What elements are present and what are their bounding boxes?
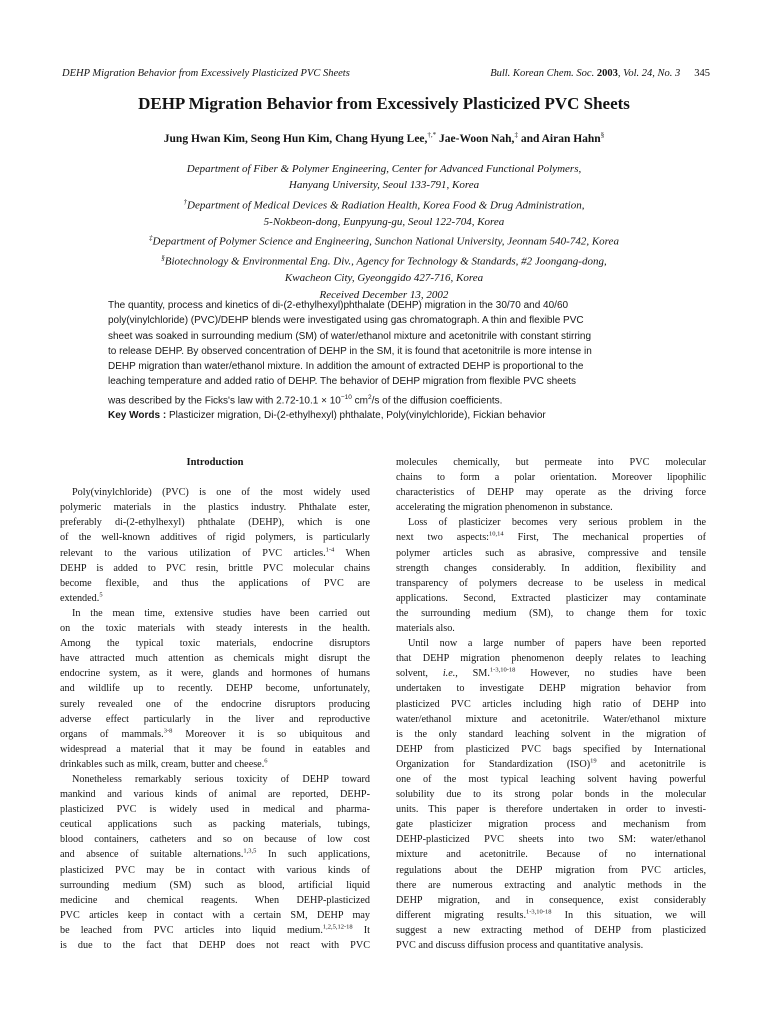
body-line [60, 802, 370, 817]
body-line [60, 787, 370, 802]
text-run: extended. [60, 592, 100, 604]
author-mark: †,* [427, 131, 437, 139]
text-run: was described by the Ficks's law with 2.72-10.1 × 10 [108, 395, 341, 407]
text-run: surrounding medium (SM) such as blood, artificial liquid [60, 879, 370, 891]
text-run: In such applications, [256, 849, 370, 861]
affiliation-line [60, 250, 708, 270]
text-run: organs of mammals. [60, 728, 164, 740]
text-run: plasticized PVC articles including high ratio of DEHP into [396, 698, 706, 710]
affiliation-text: Department of Fiber & Polymer Engineering, Center for Advanced Functional Polymers, [186, 163, 582, 175]
keywords-text: Plasticizer migration, Di-(2-ethylhexyl) phthalate, Poly(vinylchloride), Fickian behavior [166, 410, 546, 421]
text-run: suggest a new extracting method of DEHP from plasticized [396, 924, 706, 936]
text-run: one of the most typical leaching solvent having powerful [396, 773, 706, 785]
body-line [396, 832, 706, 847]
text-run: DEHP migration than water/ethanol mixture. In addition the amount of extracted DEHP is proportional to the [108, 361, 584, 373]
abstract-line [108, 313, 660, 328]
journal-year: 2003 [596, 68, 618, 79]
text-run: next two aspects: [396, 532, 490, 544]
text-run: PVC articles keep in contact with a certain SM, DEHP may [60, 909, 370, 921]
text-run: polymer articles such as abrasive, compressive and tensile [396, 547, 706, 559]
body-line [396, 500, 706, 515]
body-line [60, 636, 370, 651]
author-name: Seong Hun Kim, [250, 132, 336, 145]
text-run: on the toxic materials with steady interests in the health. [60, 623, 370, 635]
citation-superscript: −10 [340, 393, 352, 401]
affiliation-line [60, 177, 708, 193]
body-line [60, 530, 370, 545]
text-run: is due to the fact that DEHP does not react with PVC [60, 940, 370, 951]
text-run: In the mean time, extensive studies have been carried out [72, 607, 370, 619]
text-run: poly(vinylchloride) (PVC)/DEHP blends were investigated using gas chromatograph. A thin and flexible PVC [108, 315, 584, 327]
body-line [60, 772, 370, 787]
affiliation-mark: † [183, 197, 187, 206]
text-run: accelerating the migration phenomenon in substance. [396, 502, 613, 514]
text-run: However, no studies have been [515, 668, 706, 680]
section-heading-introduction: Introduction [186, 457, 244, 468]
body-line [396, 530, 706, 545]
body-line [396, 938, 706, 953]
text-run: leaching temperature and added ratio of DEHP. The behavior of DEHP migration from flexible PVC sheets [108, 376, 577, 388]
text-run: relevant to the various utilization of PVC articles. [60, 547, 326, 559]
text-run: sheet was soaked in surrounding medium (SM) of water/ethanol mixture and acetonitrile with constant stirring [108, 330, 592, 342]
text-run: regulations about the DEHP migration from PVC articles, [396, 864, 706, 876]
abstract-line [108, 390, 660, 409]
abstract-line [108, 329, 660, 344]
citation-superscript: 1,3,5 [243, 848, 257, 856]
author-mark: ‡ [514, 131, 518, 139]
text-run: /s of the diffusion coefficients. [371, 395, 503, 407]
abstract-line [108, 374, 660, 389]
text-run: mixture and acetonitrile. Because of no international [396, 849, 706, 861]
affiliations [60, 161, 708, 303]
text-run: Poly(vinylchloride) (PVC) is one of the most widely used [72, 487, 370, 499]
text-run: adverse effect particularly in the liver and reproductive [60, 713, 370, 725]
author-name: Jung Hwan Kim, [163, 132, 251, 145]
body-line [396, 847, 706, 862]
body-line [396, 606, 706, 621]
text-run: and absence of suitable alternations. [60, 849, 244, 861]
body-line [60, 485, 370, 500]
body-line [60, 712, 370, 727]
affiliation-text: Biotechnology & Environmental Eng. Div., Agency for Technology & Standards, #2 Joongang-dong, [164, 256, 607, 268]
body-line [60, 561, 370, 576]
text-run: mankind and various kinds of animal are reported, DEHP- [60, 789, 370, 801]
text-run: and wildlife up to recently. DEHP become, unfortunately, [60, 683, 370, 695]
text-run: plasticized PVC is widely used in medical and pharma- [60, 804, 370, 816]
body-line [396, 515, 706, 530]
abstract-line [108, 344, 660, 359]
text-run: solubility due to its strong polar bonds in the molecular [396, 789, 706, 801]
citation-superscript: 19 [590, 757, 597, 765]
abstract-line [108, 298, 660, 313]
body-line [396, 772, 706, 787]
author-name: and Airan Hahn [517, 132, 601, 145]
journal-citation [490, 68, 710, 79]
affiliation-line [60, 161, 708, 177]
citation-superscript: 3-8 [163, 727, 173, 735]
citation-superscript: 1,2,5,12-18 [322, 923, 353, 931]
body-line [396, 621, 706, 636]
body-line [60, 651, 370, 666]
text-run: In this situation, we will [551, 909, 706, 921]
body-line [396, 817, 706, 832]
text-run: units. This paper is therefore undertaken in order to investi- [396, 804, 706, 816]
text-run: DEHP from plasticized PVC bags specified by International [396, 743, 706, 755]
left-column [60, 455, 370, 953]
body-line [60, 576, 370, 591]
text-run: PVC and discuss diffusion process and quantitative analysis. [396, 940, 644, 951]
author-name: Jae-Woon Nah, [436, 132, 515, 145]
affiliation-text: Kwacheon City, Gyeonggido 427-716, Korea [284, 272, 484, 285]
body-line [60, 893, 370, 908]
text-run: ceutical applications such as packing materials, tubings, [60, 819, 370, 831]
text-run: gate plasticizer migration process and mechanism from [396, 819, 706, 831]
body-line [396, 470, 706, 485]
body-line [396, 591, 706, 606]
author-mark: § [600, 131, 605, 139]
body-line [60, 546, 370, 561]
body-line [60, 697, 370, 712]
text-run: undertaken to investigate DEHP migration behavior from [396, 683, 706, 695]
body-line [396, 787, 706, 802]
affiliation-line [60, 270, 708, 286]
body-line [396, 561, 706, 576]
citation-superscript: 6 [264, 757, 268, 765]
text-run: to release DEHP. By observed concentration of DEHP in the SM, it is found that acetonitrile is more intense in [108, 345, 592, 357]
body-line [60, 923, 370, 938]
body-line [396, 742, 706, 757]
text-run: solvent, [396, 668, 443, 680]
abstract-line [108, 359, 660, 374]
text-run: surely revealed one of the endocrine disruptors producing [60, 698, 370, 710]
citation-superscript: 1-4 [325, 546, 335, 554]
right-column [396, 455, 706, 953]
citation-superscript: 2 [368, 393, 372, 401]
body-line [396, 757, 706, 772]
text-run: Until now a large number of papers have been reported [408, 638, 706, 650]
text-run: characteristics of DEHP may operate as the driving force [396, 487, 706, 499]
body-line [60, 727, 370, 742]
text-run: materials also. [396, 623, 455, 635]
text-run: DEHP is added to PVC resin, brittle PVC molecular chains [60, 562, 370, 574]
body-line [396, 712, 706, 727]
affiliation-line [60, 230, 708, 250]
paper-title: DEHP Migration Behavior from Excessively Plasticized PVC Sheets [138, 94, 630, 113]
body-line [396, 923, 706, 938]
text-run: preferably di-(2-ethylhexyl) phthalate (DEHP), which is one [60, 517, 370, 529]
body-line [396, 651, 706, 666]
body-line [396, 666, 706, 681]
affiliation-mark: § [161, 254, 165, 263]
body-line [60, 847, 370, 862]
text-run: strength changes considerably. In addition, flexibility and [396, 562, 706, 574]
text-run: is the only standard leaching solvent in the migration of [396, 728, 706, 740]
body-line [60, 515, 370, 530]
text-run: the surrounding medium (SM), to change them for toxic [396, 607, 706, 619]
body-line [396, 485, 706, 500]
citation-superscript: 1-3,10-18 [489, 666, 516, 674]
text-run: and acetonitrile is [596, 758, 706, 770]
text-run: Loss of plasticizer becomes very serious problem in the [408, 517, 706, 529]
body-line [60, 863, 370, 878]
text-run: become flexible, and thus the applications of PVC are [60, 577, 370, 589]
body-line [60, 681, 370, 696]
running-title: DEHP Migration Behavior from Excessively Plasticized PVC Sheets [62, 68, 350, 79]
text-run: The quantity, process and kinetics of di-(2-ethylhexyl)phthalate (DEHP) migration in the 30/70 and 40/60 [108, 300, 569, 311]
affiliation-text: Department of Polymer Science and Engineering, Sunchon National University, Jeonnam 540-742, Korea [152, 235, 619, 248]
text-run: be leached from PVC articles into liquid medium. [60, 924, 323, 936]
body-line [396, 636, 706, 651]
body-line [396, 863, 706, 878]
text-run: , SM. [455, 668, 490, 680]
text-run: that DEHP migration phenomenon deeply relates to leaching [396, 653, 706, 665]
text-run: When [334, 547, 370, 559]
journal-volume: , Vol. 24, No. 3 [617, 68, 681, 79]
body-line [396, 802, 706, 817]
body-line [60, 938, 370, 953]
text-run: water/ethanol mixture and acetonitrile. Water/ethanol mixture [396, 713, 706, 725]
text-run: chains to form a polar orientation. Moreover lipophilic [396, 472, 706, 484]
body-line [60, 591, 370, 606]
text-run: DEHP migration, and in consequence, exist considerably [396, 894, 706, 906]
body-line [396, 455, 706, 470]
body-line [60, 817, 370, 832]
body-line [60, 606, 370, 621]
text-run: of the well-known additives of rigid polymers, is particularly [60, 532, 370, 544]
body-line [396, 546, 706, 561]
keywords-label: Key Words : [108, 410, 167, 421]
keywords [108, 410, 668, 421]
citation-superscript: 5 [99, 591, 103, 599]
text-run: DEHP-plasticized PVC sheets into two SM: water/ethanol [396, 834, 706, 846]
body-line [60, 666, 370, 681]
body-line [60, 621, 370, 636]
text-run: Nonetheless remarkably serious toxicity of DEHP toward [72, 773, 370, 785]
affiliation-line [60, 194, 708, 214]
running-header [62, 68, 710, 84]
body-line [60, 742, 370, 757]
author-list [40, 131, 728, 145]
italic-run: i.e. [442, 668, 456, 680]
body-line [60, 500, 370, 515]
body-line [396, 727, 706, 742]
text-run: Among the typical toxic materials, endocrine disruptors [60, 638, 370, 650]
body-line [396, 878, 706, 893]
text-run: First, The mechanical properties of [503, 532, 706, 544]
body-line [396, 576, 706, 591]
body-line [60, 878, 370, 893]
affiliation-text: Received December 13, 2002 [319, 288, 449, 301]
text-run: Organization for Standardization (ISO) [396, 758, 591, 770]
text-run: medicine and chemical reagents. When DEHP-plasticized [60, 894, 370, 906]
affiliation-text: Hanyang University, Seoul 133-791, Korea [288, 179, 480, 192]
text-run: widespread a material that it may be found in eatables and [60, 743, 370, 755]
body-line [396, 908, 706, 923]
text-run: polymeric materials in the plastics industry. Phthalate ester, [60, 502, 370, 514]
citation-superscript: 1-3,10-18 [526, 908, 552, 916]
text-run: there are numerous extracting and analytic methods in the [396, 879, 706, 891]
text-run: It [352, 924, 370, 936]
citation-superscript: 10,14 [489, 531, 504, 539]
author-name: Chang Hyung Lee, [335, 132, 428, 145]
body-line [396, 697, 706, 712]
text-run: have attracted much attention as chemicals might disrupt the [60, 653, 370, 665]
text-run: applications. Second, Extracted plasticizer may contaminate [396, 592, 706, 604]
affiliation-line [60, 214, 708, 230]
text-run: plasticized PVC may be in contact with various kinds of [60, 864, 370, 876]
text-run: different migrating results. [396, 909, 527, 921]
journal-name: Bull. Korean Chem. Soc. [490, 68, 595, 79]
text-run: cm [351, 395, 368, 407]
affiliation-text: 5-Nokbeon-dong, Eunpyung-gu, Seoul 122-704, Korea [263, 215, 505, 228]
affiliation-text: Department of Medical Devices & Radiation Health, Korea Food & Drug Administration, [187, 199, 585, 212]
text-run: drinkables such as milk, cream, butter and cheese. [60, 758, 265, 770]
body-line [60, 908, 370, 923]
text-run: endocrine system, as it were, glands and hormones of humans [60, 668, 370, 680]
body-line [60, 757, 370, 772]
body-line [396, 893, 706, 908]
body-line [396, 681, 706, 696]
text-run: molecules chemically, but permeate into PVC molecular [396, 457, 706, 468]
affiliation-mark: ‡ [149, 234, 153, 243]
abstract [108, 298, 660, 408]
page-number: 345 [694, 68, 710, 79]
text-run: blood containers, catheters and so on because of low cost [60, 834, 370, 846]
text-run: transparency of polymers decrease to be useless in medical [396, 577, 706, 589]
body-line [60, 832, 370, 847]
text-run: Moreover it is so ubiquitous and [172, 728, 370, 740]
